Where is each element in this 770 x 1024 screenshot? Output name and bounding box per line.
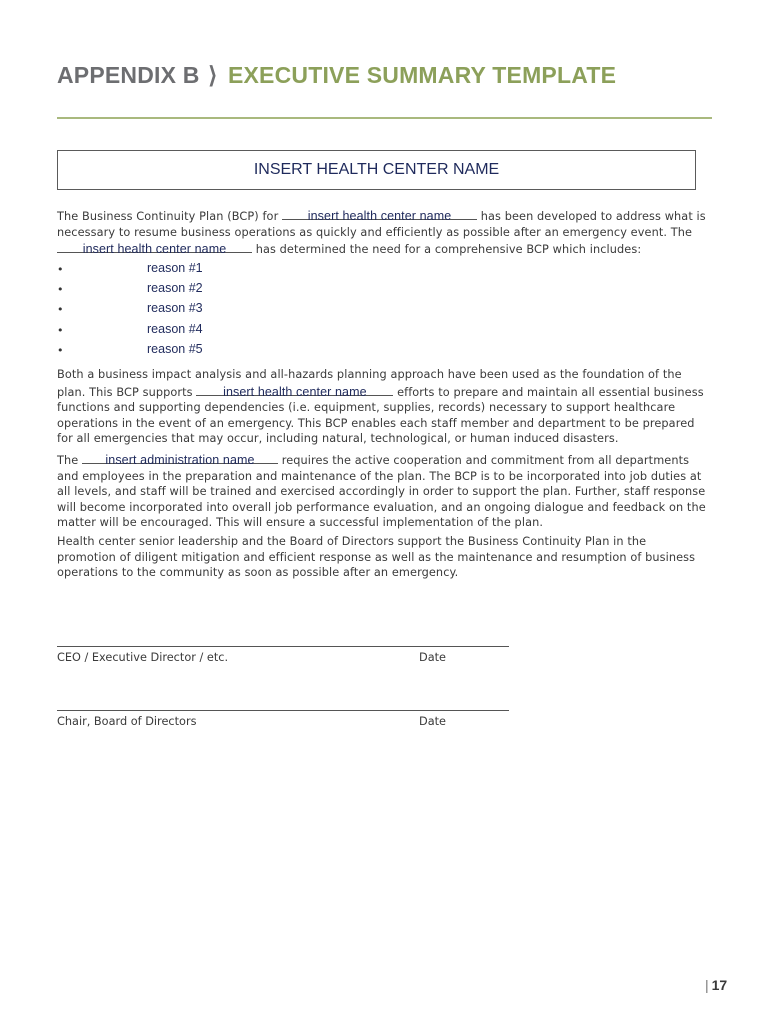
page-number: [705, 977, 727, 993]
bullet-icon: •: [57, 283, 64, 297]
health-center-name-field-1[interactable]: insert health center name: [282, 207, 477, 220]
bullet-icon: •: [57, 343, 64, 357]
cooperation-text-2: requires the active cooperation and commitment from all departments and employees in the preparation and maintenance of the plan. The BCP is to be incorporated into job duties at all levels, and staff will be trained and exercised accordingly in order to support the plan. Further, staff response will become incorporated into overall job performance evaluation, and an ongoing dialogue and feedback on the matter will be encouraged. This will ensure a successful implementation of the plan.: [57, 454, 706, 530]
ceo-signature-label: CEO / Executive Director / etc.: [57, 651, 229, 664]
intro-text-2: has been developed to address what is necessary to resume business operations as quickly and efficiently as possible after an emergency event. The: [57, 210, 706, 239]
chair-signature-label: Chair, Board of Directors: [57, 715, 197, 728]
health-center-name-field-2[interactable]: insert health center name: [57, 240, 252, 253]
chair-signature-line[interactable]: [57, 710, 509, 711]
ceo-date-label: Date: [419, 651, 447, 664]
health-center-name-box[interactable]: [57, 150, 696, 190]
analysis-text-1: Both a business impact analysis and all-hazards planning approach have been used as the foundation of the plan. This BCP supports: [57, 368, 682, 399]
cooperation-paragraph: [57, 451, 707, 531]
page-number-divider: |: [705, 977, 709, 993]
appendix-label: APPENDIX B: [57, 62, 200, 88]
ceo-signature-line[interactable]: [57, 646, 509, 647]
analysis-paragraph: [57, 367, 707, 447]
reason-field[interactable]: reason #4: [147, 321, 203, 336]
heading-separator: ⟩: [208, 62, 218, 88]
intro-text-3: has determined the need for a comprehensive BCP which includes:: [255, 243, 642, 257]
reason-field[interactable]: reason #5: [147, 341, 203, 356]
intro-paragraph: [57, 207, 707, 258]
health-center-name-field-3[interactable]: insert health center name: [196, 383, 393, 396]
page-heading: [57, 62, 616, 89]
header-rule: [57, 117, 712, 119]
cooperation-text-1: The: [57, 454, 79, 467]
bullet-icon: •: [57, 323, 64, 337]
administration-name-field[interactable]: insert administration name: [82, 451, 278, 464]
health-center-name-placeholder: INSERT HEALTH CENTER NAME: [253, 161, 500, 178]
analysis-text-2: efforts to prepare and maintain all essential business functions and supporting dependencies (i.e. equipment, supplies, records) necessary to support healthcare operations in the event of an emergency. This BCP enables each staff member and department to be prepared for all emergencies that may occur, including natural, technological, or human induced disasters.: [57, 385, 704, 446]
bullet-icon: •: [57, 263, 64, 276]
page-title: EXECUTIVE SUMMARY TEMPLATE: [227, 62, 617, 88]
reason-field[interactable]: reason #1: [147, 261, 203, 275]
leadership-paragraph: Health center senior leadership and the Board of Directors support the Business Continuity Plan in the promotion of diligent mitigation and efficient response as well as the maintenance and resumption of business operations to the community as soon as possible after an emergency.: [57, 535, 696, 580]
reason-field[interactable]: reason #3: [147, 301, 203, 316]
intro-text-1: The Business Continuity Plan (BCP) for: [57, 210, 279, 223]
bullet-icon: •: [57, 303, 64, 317]
reason-field[interactable]: reason #2: [147, 281, 203, 296]
page-number-value: 17: [711, 977, 728, 993]
chair-date-label: Date: [419, 715, 447, 728]
